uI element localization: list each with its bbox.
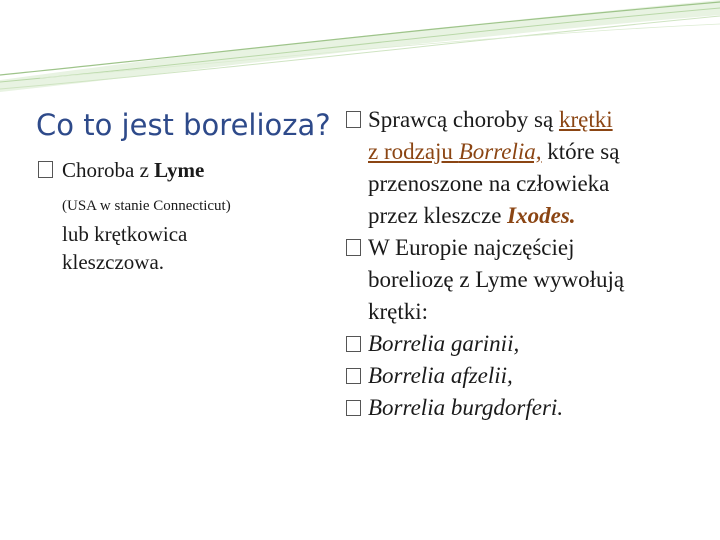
checkbox-bullet-icon [346, 336, 361, 352]
list-item: Borrelia afzelii, [346, 360, 686, 392]
slide-title: Co to jest borelioza? [36, 108, 331, 142]
checkbox-bullet-icon [346, 111, 361, 128]
link-kretki[interactable]: krętki [558, 107, 613, 132]
link-borrelia[interactable]: z rodzaju Borrelia, [368, 139, 542, 164]
checkbox-bullet-icon [346, 239, 361, 256]
list-item: Borrelia burgdorferi. [346, 392, 686, 424]
left-paragraph-1: Choroba z Lyme [38, 156, 328, 184]
left-paragraph-3: lub krętkowica kleszczowa. [62, 222, 188, 274]
left-paragraph-2: (USA w stanie Connecticut) [62, 198, 231, 214]
list-item: Borrelia garinii, [346, 328, 686, 360]
right-column [346, 104, 686, 424]
right-paragraph-1: Sprawcą choroby są krętki z rodzaju Borrelia, które są przenoszone na człowieka przez kleszcze Ixodes. [346, 104, 686, 232]
left-column [38, 156, 328, 276]
checkbox-bullet-icon [346, 368, 361, 384]
checkbox-bullet-icon [346, 400, 361, 416]
checkbox-bullet-icon [38, 161, 53, 178]
decorative-swoosh [0, 0, 720, 120]
right-paragraph-2: W Europie najczęściej boreliozę z Lyme wywołują krętki: [346, 232, 686, 328]
